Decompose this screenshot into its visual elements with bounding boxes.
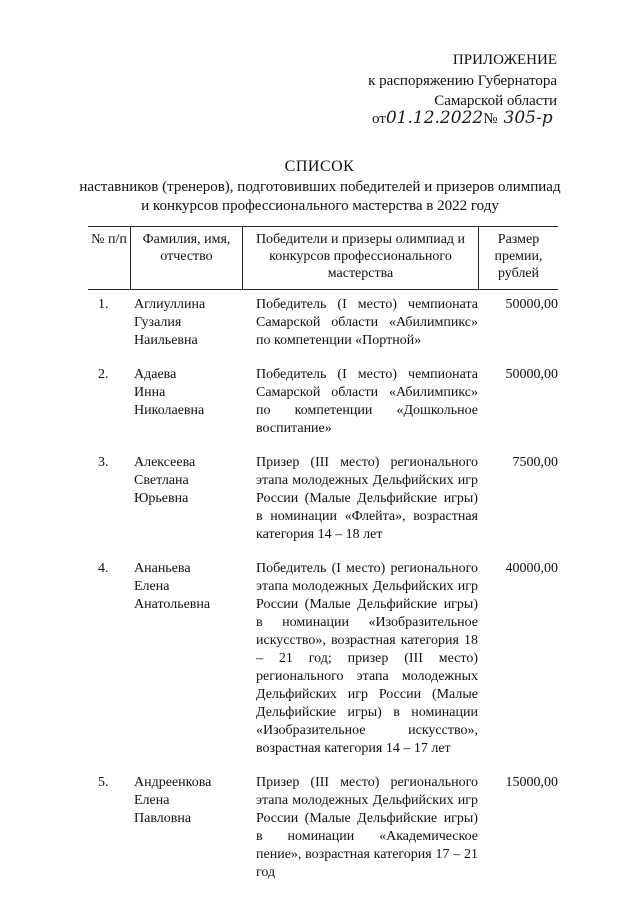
order-reference [372, 108, 553, 128]
table-header [88, 227, 558, 290]
row-number: 4. [98, 561, 109, 576]
row-number: 2. [98, 367, 109, 382]
order-number: 305-р [503, 108, 553, 128]
number-prefix: № [483, 111, 498, 127]
table-row [88, 296, 558, 350]
row-description: Победитель (I место) чемпионата Самарской области «Абилимпикс» по компетенции «Дошкольное воспитание» [256, 367, 478, 436]
row-description: Призер (III место) регионального этапа молодежных Дельфийских игр России (Малые Дельфийские игры) в номинации «Флейта», возрастная категория 14 – 18 лет [256, 455, 478, 542]
row-description: Призер (III место) регионального этапа молодежных Дельфийских игр России (Малые Дельфийские игры) в номинации «Академическое пение», возрастная категория 17 – 21 год [256, 775, 478, 880]
row-name [130, 560, 242, 758]
appendix-title: ПРИЛОЖЕНИЕ [452, 52, 557, 68]
table-row [88, 454, 558, 544]
first-name: Инна [134, 385, 166, 400]
surname: Адаева [134, 367, 177, 382]
row-amount: 50000,00 [505, 297, 558, 312]
subtitle-line: и конкурсов профессионального мастерства в 2022 году [141, 198, 499, 214]
row-amount: 50000,00 [505, 367, 558, 382]
row-name [130, 296, 242, 350]
table-row [88, 366, 558, 438]
surname: Алексеева [134, 455, 196, 470]
first-name: Гузалия [134, 315, 182, 330]
document-title: СПИСОК [284, 158, 355, 175]
surname: Андреенкова [134, 775, 212, 790]
patronymic: Николаевна [134, 403, 205, 418]
patronymic: Юрьевна [134, 491, 189, 506]
order-date: 01.12.2022 [385, 108, 484, 128]
row-number: 3. [98, 455, 109, 470]
subtitle-line: наставников (тренеров), подготовивших победителей и призеров олимпиад [79, 179, 561, 195]
document-subtitle [70, 178, 570, 216]
patronymic: Наильевна [134, 333, 198, 348]
surname: Аглиуллина [134, 297, 206, 312]
column-header-winners: Победители и призеры олимпиад и конкурсов профессионального мастерства [242, 227, 478, 289]
row-name [130, 454, 242, 544]
row-number: 1. [98, 297, 109, 312]
first-name: Светлана [134, 473, 189, 488]
patronymic: Павловна [134, 811, 192, 826]
column-header-name: Фамилия, имя, отчество [130, 227, 242, 289]
table-row [88, 560, 558, 758]
row-amount: 7500,00 [512, 455, 558, 470]
appendix-line: к распоряжению Губернатора [368, 73, 557, 89]
column-header-num: № п/п [91, 232, 127, 247]
column-header-amount: Размер премии, рублей [478, 227, 558, 289]
date-prefix: от [372, 111, 386, 127]
row-description: Победитель (I место) чемпионата Самарской области «Абилимпикс» по компетенции «Портной» [256, 297, 478, 348]
row-description: Победитель (I место) регионального этапа молодежных Дельфийских игр России (Малые Дельфийские игры) в номинации «Изобразительное искусство», возрастная категория 18 – 21 год; призер (III место) регионального этапа молодежных Дельфийских игр России (Малые Дельфийские игры) в номинации «Изобразительное искусство», возрастная категория 14 – 17 лет [256, 561, 478, 756]
mentors-table [88, 226, 558, 898]
row-name [130, 774, 242, 882]
appendix-block [368, 50, 557, 111]
appendix-line: Самарской области [434, 93, 557, 109]
row-amount: 40000,00 [505, 561, 558, 576]
patronymic: Анатольевна [134, 597, 211, 612]
row-amount: 15000,00 [505, 775, 558, 790]
first-name: Елена [134, 793, 170, 808]
table-row [88, 774, 558, 882]
row-number: 5. [98, 775, 109, 790]
row-name [130, 366, 242, 438]
first-name: Елена [134, 579, 170, 594]
surname: Ананьева [134, 561, 191, 576]
table-body [88, 290, 558, 882]
